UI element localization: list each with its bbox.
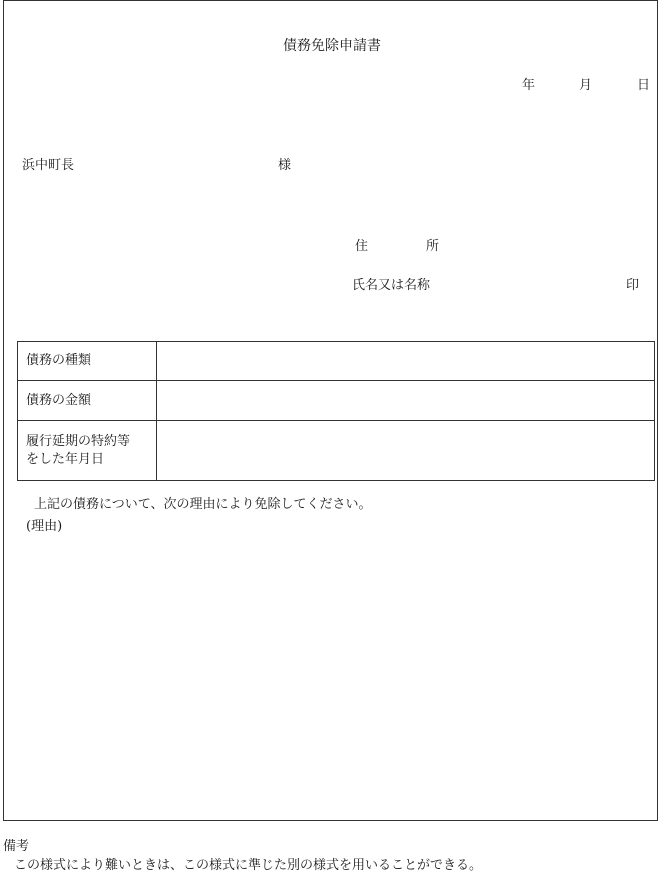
honorific: 様 xyxy=(278,158,292,173)
request-text: 上記の債務について、次の理由により免除してください。 xyxy=(34,497,372,512)
table-row xyxy=(18,381,655,421)
table-row xyxy=(18,342,655,381)
extension-date-value[interactable] xyxy=(157,421,655,481)
extension-date-label-line-1: 履行延期の特約等 xyxy=(26,433,131,449)
reason-label: (理由) xyxy=(26,519,63,534)
addressee: 浜中町長 xyxy=(22,158,75,173)
date-day-label: 日 xyxy=(637,78,651,93)
form-title: 債務免除申請書 xyxy=(283,38,381,54)
debt-amount-value[interactable] xyxy=(157,381,655,421)
debt-amount-label-text: 債務の金額 xyxy=(26,392,92,408)
date-year-label: 年 xyxy=(522,78,536,93)
applicant-address-label xyxy=(355,240,439,253)
table-row xyxy=(18,421,655,481)
debt-type-value[interactable] xyxy=(157,342,655,381)
debt-info-table xyxy=(17,341,655,481)
seal-label: 印 xyxy=(626,278,640,293)
extension-date-label-line-2: をした年月日 xyxy=(26,451,105,467)
debt-type-label-text: 債務の種類 xyxy=(26,353,92,368)
address-label-part-1: 住 xyxy=(355,239,369,254)
applicant-name-label: 氏名又は名称 xyxy=(352,278,431,293)
address-label-part-2: 所 xyxy=(426,239,440,254)
debt-amount-label xyxy=(18,381,157,421)
notes-body: この様式により難いときは、この様式に準じた別の様式を用いることができる。 xyxy=(14,858,483,873)
debt-type-label xyxy=(18,342,157,381)
date-month-label: 月 xyxy=(579,78,593,93)
extension-date-label xyxy=(18,421,157,481)
notes-title: 備考 xyxy=(3,839,30,854)
